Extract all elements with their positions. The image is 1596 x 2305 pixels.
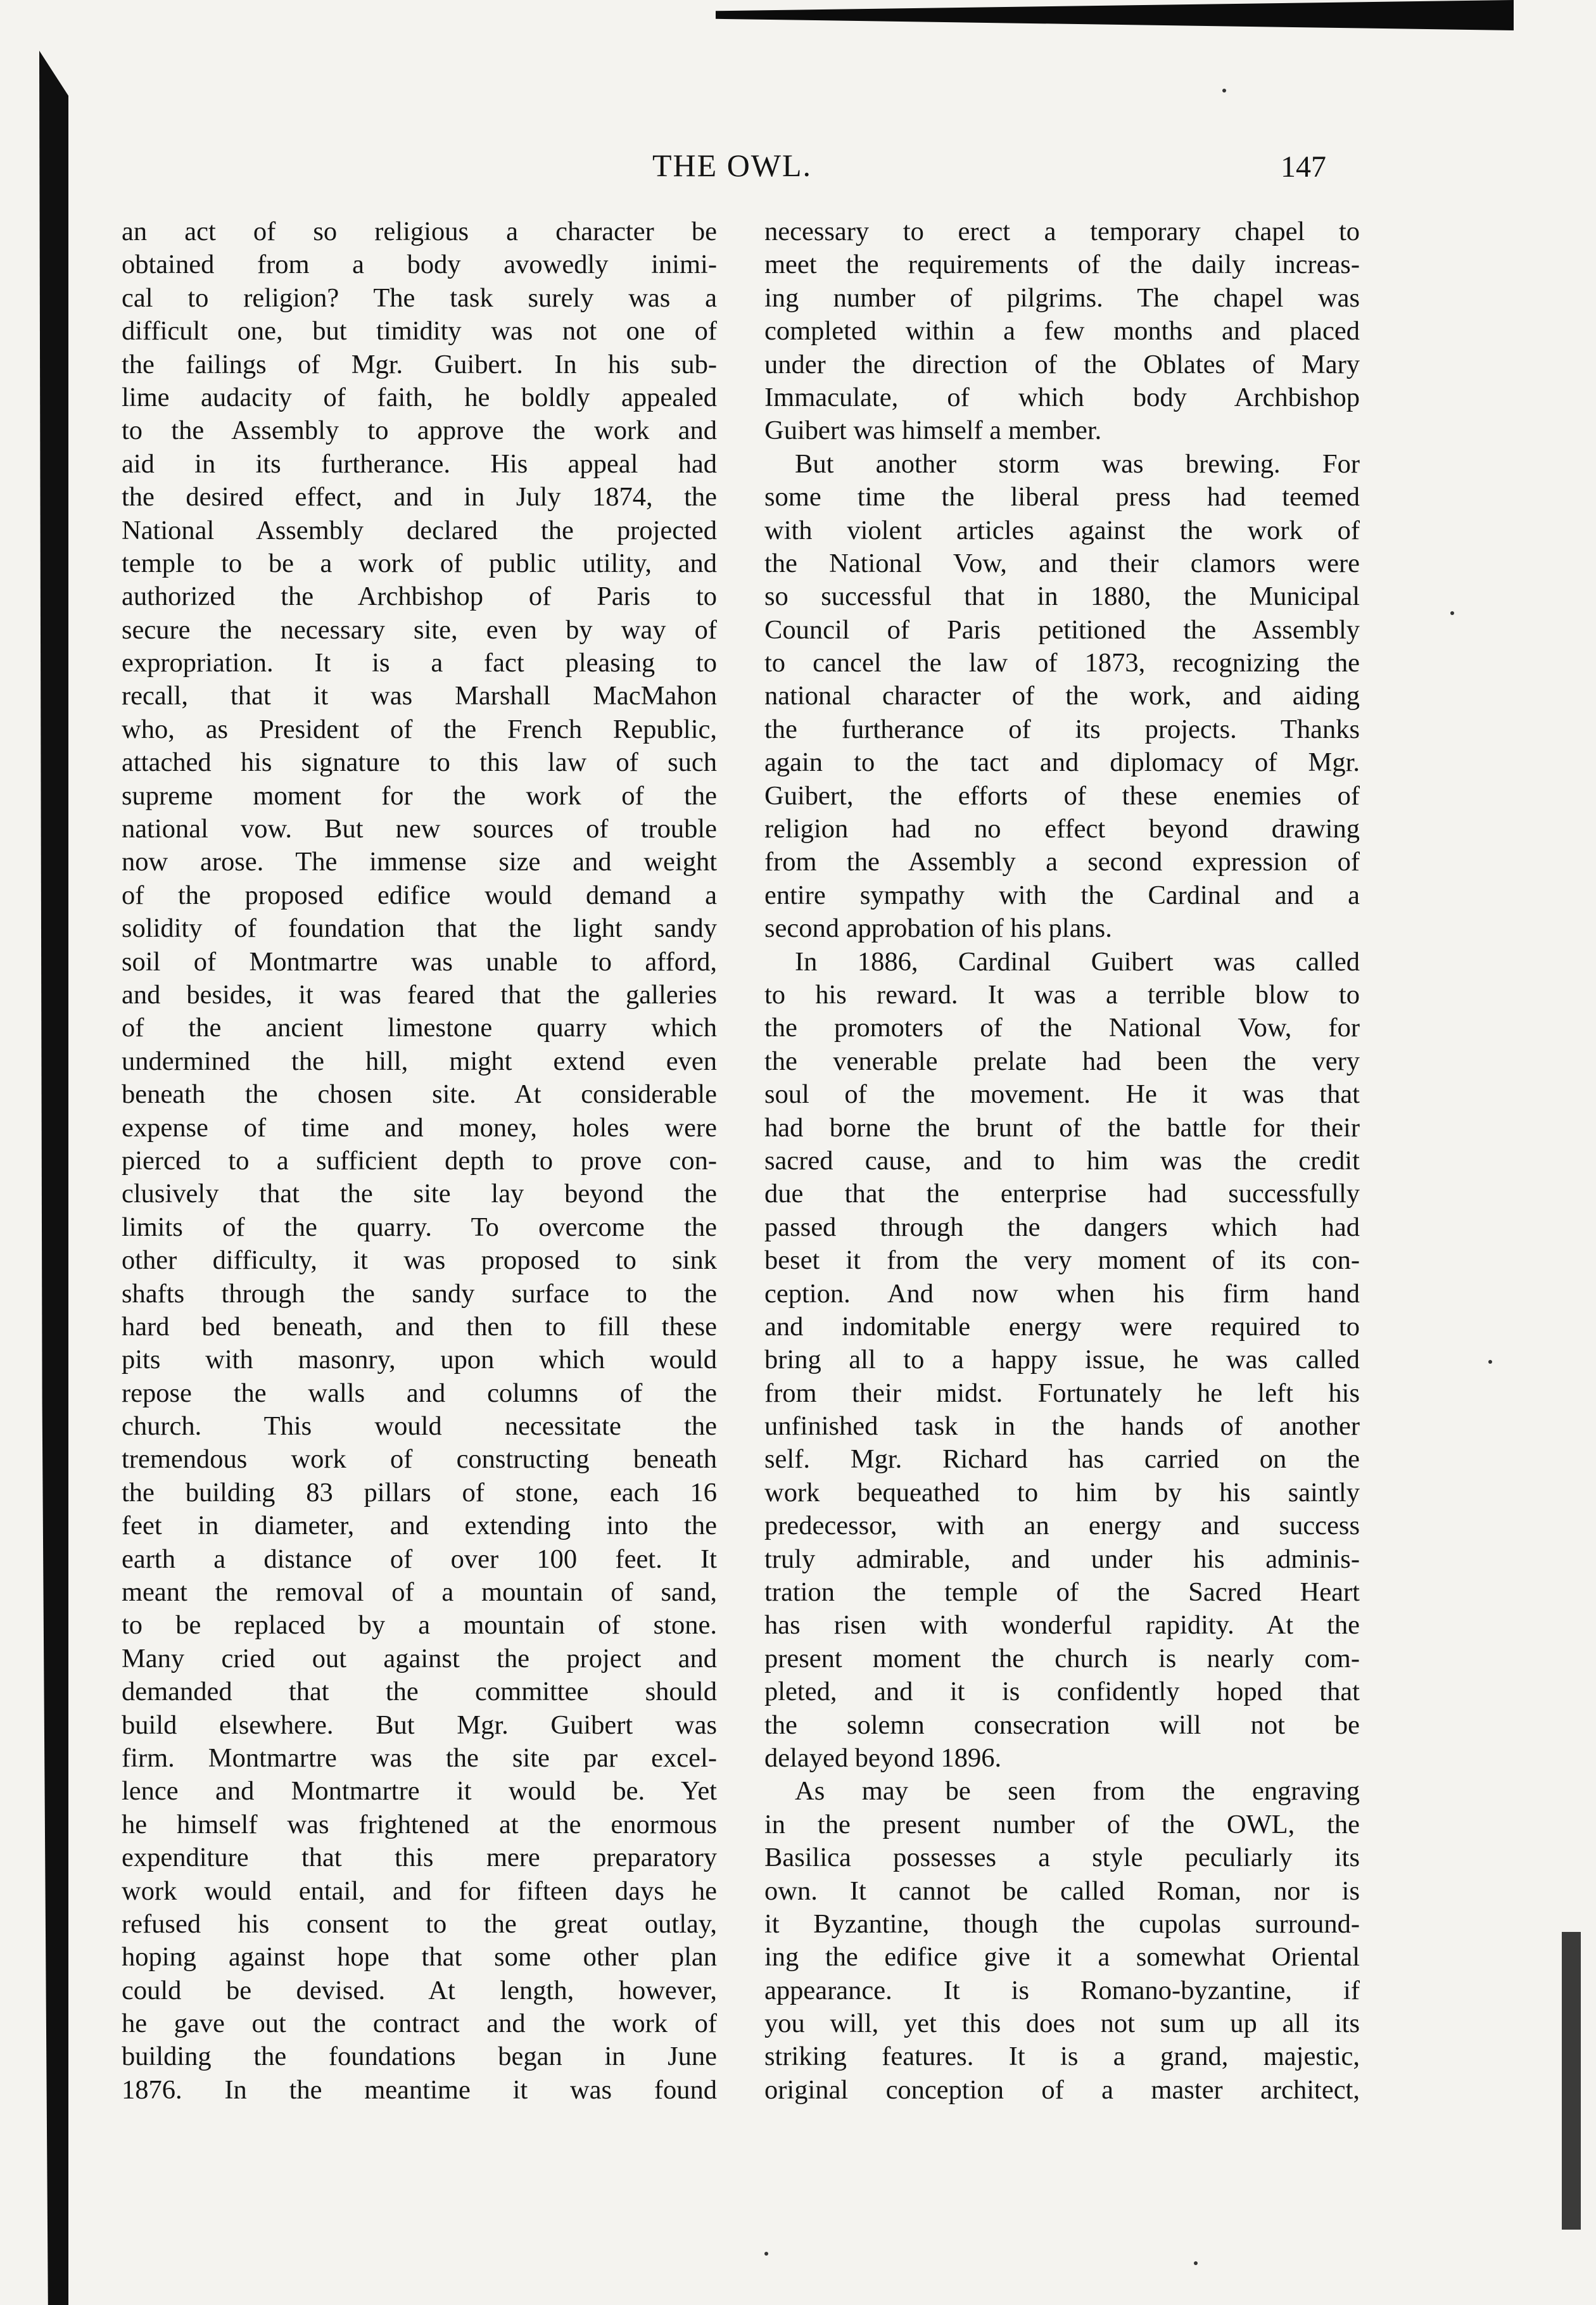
text-line: you will, yet this does not sum up all its	[764, 2009, 1360, 2039]
text-line: unfinished task in the hands of another	[764, 1411, 1360, 1442]
text-line: striking features. It is a grand, majestic,	[764, 2041, 1360, 2072]
text-line: national character of the work, and aiding	[764, 681, 1360, 711]
top-border-rule	[716, 0, 1514, 30]
text-line: solidity of foundation that the light sandy	[122, 913, 717, 944]
text-line: ing the edifice give it a somewhat Oriental	[764, 1942, 1360, 1972]
text-line: entire sympathy with the Cardinal and a	[764, 880, 1360, 910]
text-line: Many cried out against the project and	[122, 1643, 717, 1673]
left-text-column	[122, 215, 717, 2107]
text-line: the venerable prelate had been the very	[764, 1046, 1360, 1076]
text-line: he himself was frightened at the enormous	[122, 1809, 717, 1839]
text-line: to his reward. It was a terrible blow to	[764, 979, 1360, 1010]
page-binding-edge	[39, 51, 68, 2305]
text-line: bring all to a happy issue, he was called	[764, 1345, 1360, 1375]
text-line: pleted, and it is confidently hoped that	[764, 1677, 1360, 1707]
text-line: firm. Montmartre was the site par excel-	[122, 1743, 717, 1773]
text-line: the solemn consecration will not be	[764, 1710, 1360, 1740]
text-line: Council of Paris petitioned the Assembly	[764, 614, 1360, 645]
text-line: pierced to a sufficient depth to prove con-	[122, 1145, 717, 1176]
text-line: sacred cause, and to him was the credit	[764, 1145, 1360, 1176]
text-line: from their midst. Fortunately he left his	[764, 1378, 1360, 1408]
text-line: Basilica possesses a style peculiarly its	[764, 1843, 1360, 1873]
text-line: work would entail, and for fifteen days he	[122, 1876, 717, 1906]
text-line: demanded that the committee should	[122, 1677, 717, 1707]
page-right-edge-shadow	[1562, 1932, 1581, 2230]
text-line: tremendous work of constructing beneath	[122, 1444, 717, 1475]
text-line: appearance. It is Romano-byzantine, if	[764, 1975, 1360, 2005]
text-line: building the foundations began in June	[122, 2041, 717, 2072]
text-line: build elsewhere. But Mgr. Guibert was	[122, 1710, 717, 1740]
text-line: he gave out the contract and the work of	[122, 2009, 717, 2039]
text-line: the promoters of the National Vow, for	[764, 1013, 1360, 1043]
text-line: to be replaced by a mountain of stone.	[122, 1610, 717, 1641]
text-line: difficult one, but timidity was not one of	[122, 316, 717, 346]
text-line: refused his consent to the great outlay,	[122, 1908, 717, 1939]
text-line: meant the removal of a mountain of sand,	[122, 1577, 717, 1608]
text-line: pits with masonry, upon which would	[122, 1345, 717, 1375]
text-line: lime audacity of faith, he boldly appealed	[122, 382, 717, 412]
text-line: the failings of Mgr. Guibert. In his sub-	[122, 349, 717, 379]
text-line: an act of so religious a character be	[122, 217, 717, 246]
text-line: attached his signature to this law of such	[122, 747, 717, 778]
text-line: now arose. The immense size and weight	[122, 847, 717, 877]
text-line: soul of the movement. He it was that	[764, 1079, 1360, 1110]
text-line: completed within a few months and placed	[764, 316, 1360, 346]
text-line: the desired effect, and in July 1874, the	[122, 482, 717, 512]
text-line: limits of the quarry. To overcome the	[122, 1212, 717, 1242]
text-line: supreme moment for the work of the	[122, 780, 717, 811]
text-line: obtained from a body avowedly inimi-	[122, 250, 717, 280]
text-line: But another storm was brewing. For	[795, 448, 1360, 479]
print-speck	[1488, 1360, 1492, 1364]
text-line: clusively that the site lay beyond the	[122, 1179, 717, 1209]
text-line: soil of Montmartre was unable to afford,	[122, 946, 717, 977]
page-number: 147	[1281, 150, 1326, 184]
print-speck	[1194, 2261, 1198, 2265]
text-line: shafts through the sandy surface to the	[122, 1278, 717, 1309]
text-line: present moment the church is nearly com-	[764, 1643, 1360, 1673]
text-line: meet the requirements of the daily increas-	[764, 250, 1360, 280]
print-speck	[1450, 611, 1454, 615]
text-line: beset it from the very moment of its con-	[764, 1245, 1360, 1276]
text-line: predecessor, with an energy and success	[764, 1511, 1360, 1541]
text-line: to the Assembly to approve the work and	[122, 416, 717, 446]
text-line: could be devised. At length, however,	[122, 1975, 717, 2005]
text-line: National Assembly declared the projected	[122, 515, 717, 545]
text-line: expense of time and money, holes were	[122, 1112, 717, 1143]
text-line: in the present number of the OWL, the	[764, 1809, 1360, 1839]
text-line: had borne the brunt of the battle for their	[764, 1112, 1360, 1143]
text-line: As may be seen from the engraving	[795, 1776, 1360, 1807]
text-line: church. This would necessitate the	[122, 1411, 717, 1442]
text-line: aid in its furtherance. His appeal had	[122, 448, 717, 479]
text-line: beneath the chosen site. At considerable	[122, 1079, 717, 1110]
text-line: again to the tact and diplomacy of Mgr.	[764, 747, 1360, 778]
text-line: tration the temple of the Sacred Heart	[764, 1577, 1360, 1608]
text-line: and besides, it was feared that the galleries	[122, 979, 717, 1010]
text-line: Immaculate, of which body Archbishop	[764, 382, 1360, 412]
right-text-column	[764, 215, 1360, 2107]
text-line: ception. And now when his firm hand	[764, 1278, 1360, 1309]
text-line: so successful that in 1880, the Municipal	[764, 581, 1360, 612]
text-line: has risen with wonderful rapidity. At the	[764, 1610, 1360, 1641]
text-line: expropriation. It is a fact pleasing to	[122, 648, 717, 678]
text-line: it Byzantine, though the cupolas surround-	[764, 1908, 1360, 1939]
text-line: other difficulty, it was proposed to sink	[122, 1245, 717, 1276]
text-line: work bequeathed to him by his saintly	[764, 1477, 1360, 1508]
text-line: to cancel the law of 1873, recognizing the	[764, 648, 1360, 678]
text-line: 1876. In the meantime it was found	[122, 2074, 717, 2105]
text-line: undermined the hill, might extend even	[122, 1046, 717, 1076]
text-line: cal to religion? The task surely was a	[122, 283, 717, 313]
text-line: In 1886, Cardinal Guibert was called	[795, 946, 1360, 977]
running-head: THE OWL.	[652, 148, 813, 183]
text-line: repose the walls and columns of the	[122, 1378, 717, 1408]
text-line: second approbation of his plans.	[764, 913, 1112, 944]
text-line: hard bed beneath, and then to fill these	[122, 1311, 717, 1342]
text-line: the National Vow, and their clamors were	[764, 548, 1360, 578]
text-line: delayed beyond 1896.	[764, 1743, 1002, 1773]
text-line: ing number of pilgrims. The chapel was	[764, 283, 1360, 313]
text-line: with violent articles against the work of	[764, 515, 1360, 545]
text-line: the building 83 pillars of stone, each 16	[122, 1477, 717, 1508]
text-line: own. It cannot be called Roman, nor is	[764, 1876, 1360, 1906]
text-line: the furtherance of its projects. Thanks	[764, 714, 1360, 744]
text-line: necessary to erect a temporary chapel to	[764, 217, 1360, 246]
text-line: of the proposed edifice would demand a	[122, 880, 717, 910]
text-line: secure the necessary site, even by way of	[122, 614, 717, 645]
text-line: original conception of a master architect,	[764, 2074, 1360, 2105]
text-line: expenditure that this mere preparatory	[122, 1843, 717, 1873]
text-line: due that the enterprise had successfully	[764, 1179, 1360, 1209]
text-line: recall, that it was Marshall MacMahon	[122, 681, 717, 711]
text-line: authorized the Archbishop of Paris to	[122, 581, 717, 612]
text-line: and indomitable energy were required to	[764, 1311, 1360, 1342]
print-speck	[1222, 89, 1226, 92]
text-line: feet in diameter, and extending into the	[122, 1511, 717, 1541]
text-line: national vow. But new sources of trouble	[122, 814, 717, 844]
text-line: self. Mgr. Richard has carried on the	[764, 1444, 1360, 1475]
text-line: Guibert was himself a member.	[764, 416, 1102, 446]
text-line: Guibert, the efforts of these enemies of	[764, 780, 1360, 811]
text-line: earth a distance of over 100 feet. It	[122, 1544, 717, 1574]
text-line: temple to be a work of public utility, and	[122, 548, 717, 578]
print-speck	[764, 2252, 768, 2256]
text-line: religion had no effect beyond drawing	[764, 814, 1360, 844]
text-line: truly admirable, and under his adminis-	[764, 1544, 1360, 1574]
text-line: under the direction of the Oblates of Mary	[764, 349, 1360, 379]
text-line: some time the liberal press had teemed	[764, 482, 1360, 512]
text-line: of the ancient limestone quarry which	[122, 1013, 717, 1043]
text-line: passed through the dangers which had	[764, 1212, 1360, 1242]
text-line: hoping against hope that some other plan	[122, 1942, 717, 1972]
text-line: lence and Montmartre it would be. Yet	[122, 1776, 717, 1807]
text-line: from the Assembly a second expression of	[764, 847, 1360, 877]
text-line: who, as President of the French Republic,	[122, 714, 717, 744]
